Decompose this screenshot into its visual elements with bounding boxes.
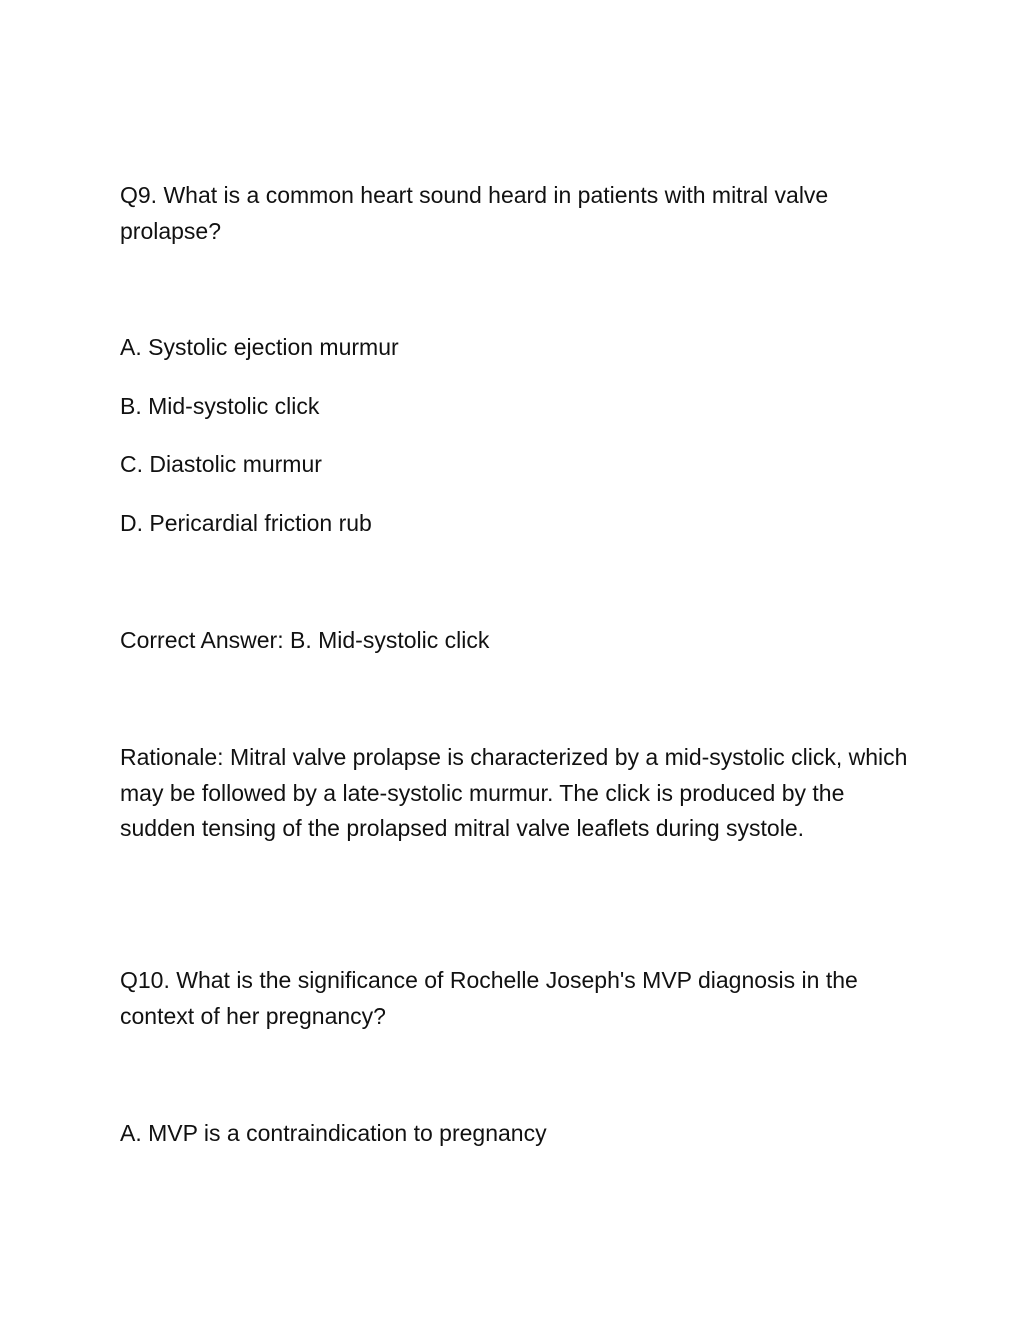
rationale-text: Rationale: Mitral valve prolapse is characterized by a mid-systolic click, which may be followed by a late-systolic murmur. The click is produced by the sudden tensing of the prolapsed mitral valve leaflets during systole.: [120, 744, 908, 841]
answer-option: D. Pericardial friction rub: [120, 510, 372, 536]
correct-answer: Correct Answer: B. Mid-systolic click: [120, 627, 490, 653]
answer-option: A. MVP is a contraindication to pregnancy: [120, 1120, 547, 1146]
answer-option: C. Diastolic murmur: [120, 451, 322, 477]
question-text: Q10. What is the significance of Rochelle Joseph's MVP diagnosis in the context of her pregnancy?: [120, 967, 858, 1029]
question-text: Q9. What is a common heart sound heard in patients with mitral valve prolapse?: [120, 182, 829, 244]
answer-option: A. Systolic ejection murmur: [120, 334, 399, 360]
answer-option: B. Mid-systolic click: [120, 393, 320, 419]
